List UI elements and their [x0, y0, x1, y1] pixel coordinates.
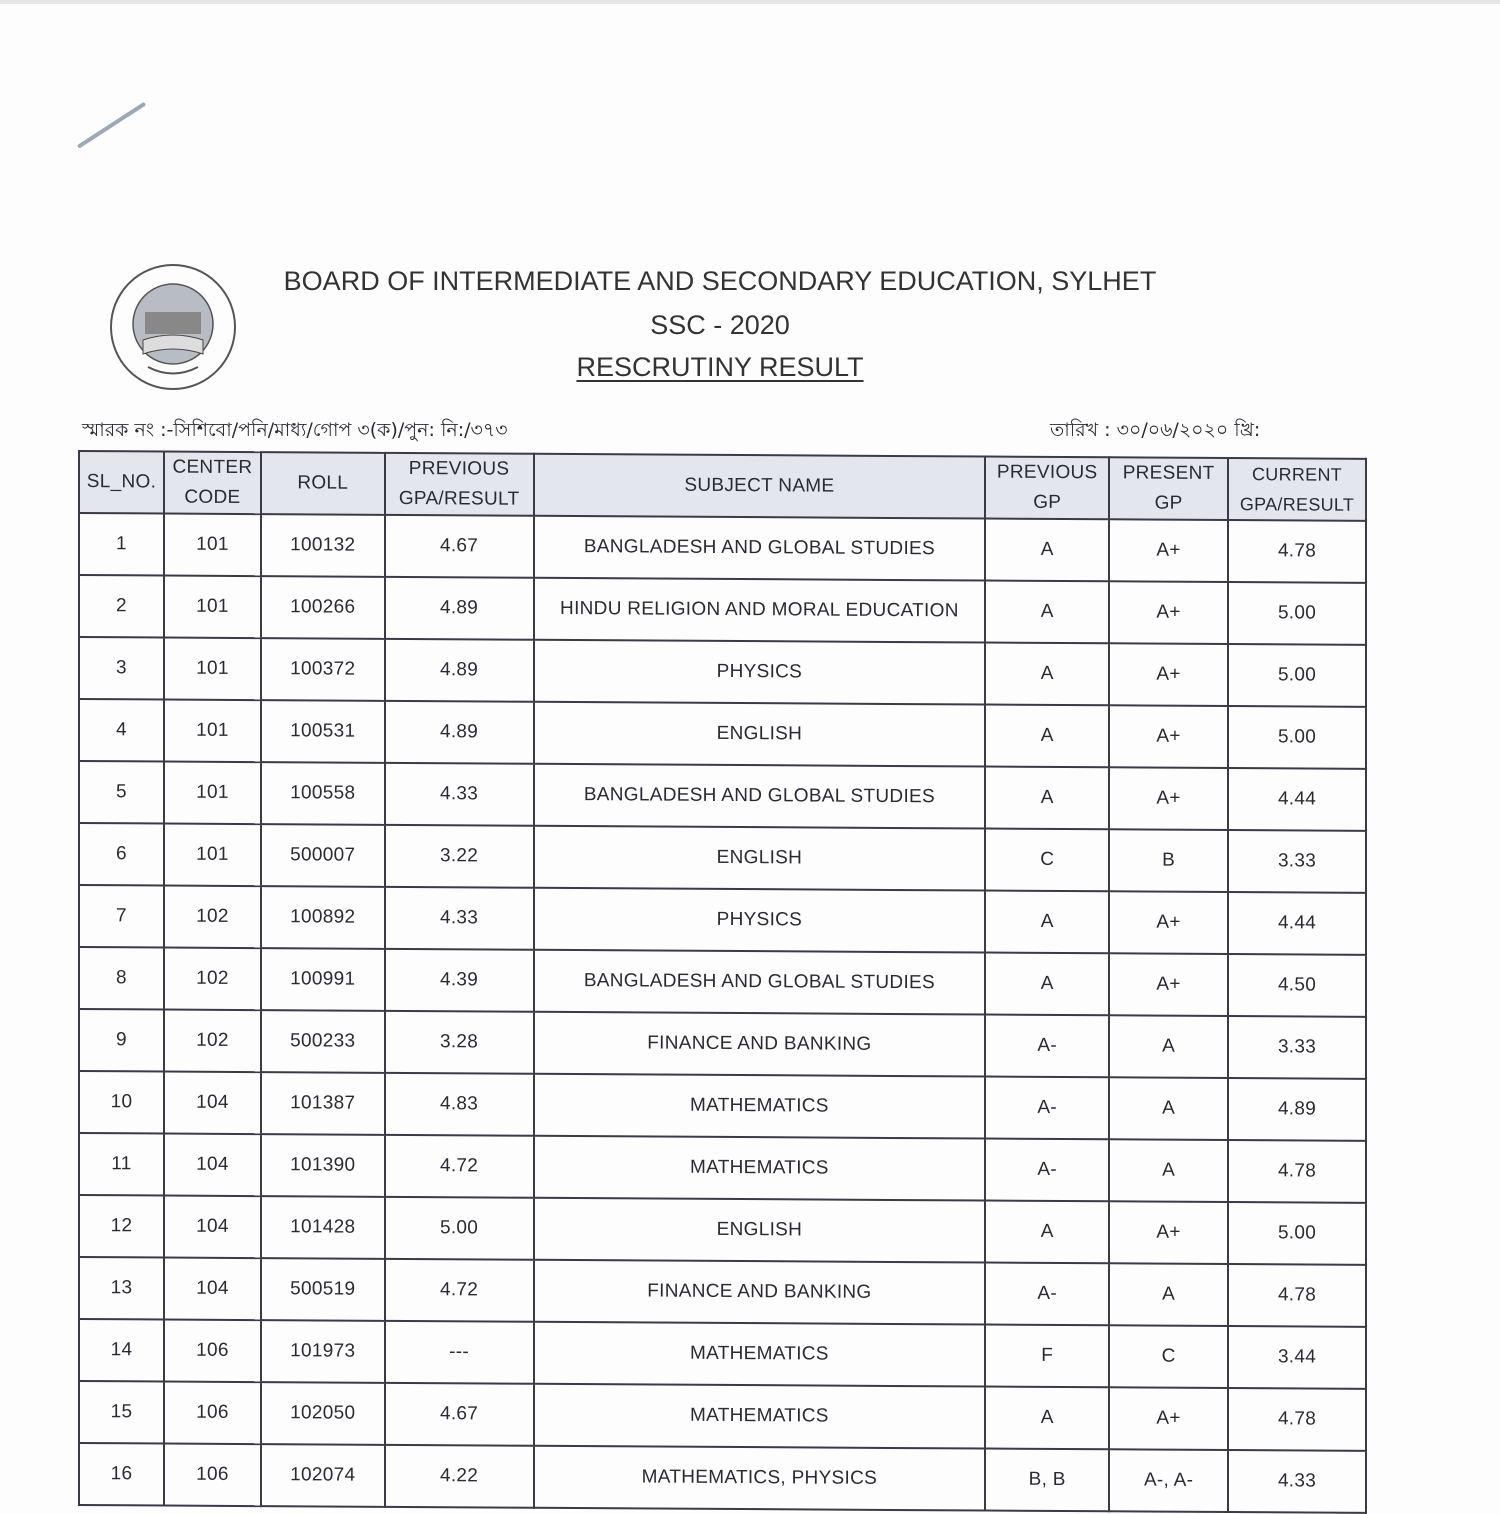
- table-row: [79, 1443, 1366, 1513]
- table-cell: 500233: [261, 1010, 385, 1073]
- table-cell: A: [985, 891, 1109, 954]
- table-cell: 104: [164, 1196, 261, 1259]
- column-header: [79, 451, 164, 514]
- table-cell: 1: [79, 513, 164, 576]
- column-header-line: GPA/RESULT: [398, 487, 520, 510]
- table-row: [79, 1381, 1366, 1451]
- table-cell: ENGLISH: [534, 702, 986, 767]
- column-header-line: GPA/RESULT: [1239, 494, 1355, 515]
- table-cell: 4.67: [385, 515, 534, 578]
- document-title: RESCRUTINY RESULT: [576, 352, 864, 382]
- table-cell: 102: [164, 886, 261, 949]
- table-cell: HINDU RELIGION AND MORAL EDUCATION: [534, 578, 986, 643]
- table-cell: 4.22: [385, 1445, 534, 1508]
- table-cell: 101: [164, 514, 261, 577]
- table-cell: BANGLADESH AND GLOBAL STUDIES: [534, 764, 986, 829]
- table-cell: 101973: [261, 1320, 385, 1383]
- table-cell: A+: [1109, 767, 1228, 830]
- table-cell: 4.89: [1228, 1078, 1366, 1141]
- table-cell: ENGLISH: [534, 826, 986, 891]
- table-cell: 100132: [261, 514, 385, 577]
- table-cell: C: [985, 829, 1109, 892]
- table-row: [79, 885, 1366, 955]
- table-cell: 9: [79, 1009, 164, 1072]
- table-cell: 4.89: [385, 639, 534, 702]
- table-cell: 101: [164, 576, 261, 639]
- column-header-line: SL_NO.: [86, 471, 157, 493]
- table-cell: 101387: [261, 1072, 385, 1135]
- column-header-line: PREVIOUS: [996, 461, 1098, 484]
- table-cell: 100266: [261, 576, 385, 639]
- table-row: [79, 1071, 1366, 1141]
- table-cell: 104: [164, 1134, 261, 1197]
- table-cell: A: [985, 705, 1109, 768]
- table-cell: A-: [985, 1263, 1109, 1326]
- table-cell: 5.00: [1228, 1202, 1366, 1265]
- board-name: BOARD OF INTERMEDIATE AND SECONDARY EDUCATION, SYLHET: [283, 266, 1157, 296]
- table-row: [79, 1257, 1366, 1327]
- column-header: [164, 452, 261, 515]
- table-cell: 13: [79, 1257, 164, 1320]
- table-cell: 4.50: [1228, 954, 1366, 1017]
- table-cell: A: [1109, 1139, 1228, 1202]
- table-cell: 101390: [261, 1134, 385, 1197]
- column-header-line: PREVIOUS: [408, 458, 510, 480]
- table-cell: 4.78: [1228, 1264, 1366, 1327]
- table-cell: 16: [79, 1443, 164, 1506]
- table-cell: 4.39: [385, 949, 534, 1012]
- table-cell: A+: [1109, 705, 1228, 768]
- table-cell: 4.78: [1228, 520, 1366, 583]
- table-cell: 101: [164, 824, 261, 887]
- column-header: [985, 457, 1109, 520]
- table-cell: 5.00: [1228, 706, 1366, 769]
- table-cell: 4.72: [385, 1259, 534, 1322]
- table-cell: MATHEMATICS, PHYSICS: [534, 1446, 986, 1511]
- table-cell: 3.33: [1228, 1016, 1366, 1079]
- table-cell: A+: [1109, 1387, 1228, 1450]
- column-header: [1228, 458, 1366, 521]
- table-cell: PHYSICS: [534, 640, 986, 705]
- table-cell: A+: [1109, 953, 1228, 1016]
- table-cell: A: [1109, 1015, 1228, 1078]
- column-header-line: CENTER: [172, 456, 253, 479]
- document-date: তারিখ : ৩০/০৬/২০২০ খ্রি:: [1050, 419, 1261, 441]
- table-cell: A-: [985, 1139, 1109, 1202]
- table-cell: A: [985, 643, 1109, 706]
- column-header-line: CODE: [184, 486, 241, 508]
- table-cell: 4.72: [385, 1135, 534, 1198]
- table-cell: 4.78: [1228, 1140, 1366, 1203]
- table-row: [79, 1195, 1366, 1265]
- table-cell: A+: [1109, 643, 1228, 706]
- table-cell: A: [1109, 1263, 1228, 1326]
- table-cell: 4.44: [1228, 892, 1366, 955]
- table-cell: 4.89: [385, 577, 534, 640]
- pen-mark: [77, 102, 146, 149]
- table-cell: 4.83: [385, 1073, 534, 1136]
- table-cell: B: [1109, 829, 1228, 892]
- table-cell: 100558: [261, 762, 385, 825]
- table-cell: A+: [1109, 1201, 1228, 1264]
- table-cell: MATHEMATICS: [534, 1074, 986, 1139]
- scan-edge: [0, 0, 1500, 4]
- column-header: [534, 454, 986, 519]
- table-cell: A-: [985, 1077, 1109, 1140]
- column-header-line: ROLL: [297, 472, 349, 494]
- table-cell: 102: [164, 1010, 261, 1073]
- table-cell: BANGLADESH AND GLOBAL STUDIES: [534, 516, 986, 581]
- table-cell: FINANCE AND BANKING: [534, 1260, 986, 1325]
- table-row: [79, 823, 1366, 893]
- table-cell: FINANCE AND BANKING: [534, 1012, 986, 1077]
- exam-name: SSC - 2020: [650, 310, 790, 340]
- table-cell: A: [985, 767, 1109, 830]
- table-cell: MATHEMATICS: [534, 1136, 986, 1201]
- table-cell: 5.00: [385, 1197, 534, 1260]
- table-cell: MATHEMATICS: [534, 1384, 986, 1449]
- table-cell: 4.44: [1228, 768, 1366, 831]
- table-cell: 4.33: [385, 887, 534, 950]
- table-cell: 4: [79, 699, 164, 762]
- column-header-line: CURRENT: [1251, 464, 1343, 485]
- table-cell: F: [985, 1325, 1109, 1388]
- table-cell: ---: [385, 1321, 534, 1384]
- column-header-line: PRESENT: [1122, 462, 1215, 484]
- table-cell: A+: [1109, 891, 1228, 954]
- table-cell: 4.89: [385, 701, 534, 764]
- table-row: [79, 513, 1366, 583]
- table-row: [79, 637, 1366, 707]
- table-cell: 500519: [261, 1258, 385, 1321]
- table-cell: 101: [164, 762, 261, 825]
- table-cell: 14: [79, 1319, 164, 1382]
- column-header: [385, 453, 534, 516]
- table-row: [79, 947, 1366, 1017]
- table-cell: 104: [164, 1072, 261, 1135]
- table-row: [79, 1133, 1366, 1203]
- table-cell: 2: [79, 575, 164, 638]
- table-cell: 5.00: [1228, 644, 1366, 707]
- table-cell: A-, A-: [1109, 1449, 1228, 1512]
- table-row: [79, 761, 1366, 831]
- table-cell: 4.78: [1228, 1388, 1366, 1451]
- table-cell: B, B: [985, 1449, 1109, 1512]
- table-row: [79, 699, 1366, 769]
- table-cell: 101: [164, 638, 261, 701]
- table-header-row: [79, 451, 1366, 521]
- table-cell: MATHEMATICS: [534, 1322, 986, 1387]
- table-row: [79, 1009, 1366, 1079]
- table-cell: A: [985, 953, 1109, 1016]
- table-cell: A+: [1109, 519, 1228, 582]
- table-cell: BANGLADESH AND GLOBAL STUDIES: [534, 950, 986, 1015]
- table-cell: 500007: [261, 824, 385, 887]
- table-cell: 3.22: [385, 825, 534, 888]
- table-cell: A: [1109, 1077, 1228, 1140]
- table-cell: 106: [164, 1320, 261, 1383]
- table-row: [79, 575, 1366, 645]
- table-cell: 101: [164, 700, 261, 763]
- table-cell: 3.28: [385, 1011, 534, 1074]
- table-cell: A: [985, 581, 1109, 644]
- table-cell: 102074: [261, 1444, 385, 1507]
- table-cell: 104: [164, 1258, 261, 1321]
- table-cell: 100991: [261, 948, 385, 1011]
- table-cell: A+: [1109, 581, 1228, 644]
- table-cell: 102050: [261, 1382, 385, 1445]
- column-header: [1109, 457, 1228, 520]
- table-cell: PHYSICS: [534, 888, 986, 953]
- table-cell: A: [985, 519, 1109, 582]
- table-cell: A-: [985, 1015, 1109, 1078]
- table-cell: 100531: [261, 700, 385, 763]
- table-row: [79, 1319, 1366, 1389]
- table-cell: 100372: [261, 638, 385, 701]
- table-cell: 3.44: [1228, 1326, 1366, 1389]
- table-cell: 106: [164, 1382, 261, 1445]
- column-header-line: GP: [1033, 491, 1062, 514]
- table-cell: 4.33: [385, 763, 534, 826]
- table-cell: 7: [79, 885, 164, 948]
- table-cell: 102: [164, 948, 261, 1011]
- table-cell: 12: [79, 1195, 164, 1258]
- table-cell: 5: [79, 761, 164, 824]
- table-cell: 8: [79, 947, 164, 1010]
- table-cell: 5.00: [1228, 582, 1366, 645]
- table-cell: A: [985, 1201, 1109, 1264]
- table-cell: 100892: [261, 886, 385, 949]
- table-cell: 10: [79, 1071, 164, 1134]
- table-cell: 4.67: [385, 1383, 534, 1446]
- table-cell: 3: [79, 637, 164, 700]
- table-cell: 15: [79, 1381, 164, 1444]
- table-cell: ENGLISH: [534, 1198, 986, 1263]
- table-cell: A: [985, 1387, 1109, 1450]
- column-header-line: SUBJECT NAME: [684, 474, 835, 497]
- column-header-line: GP: [1154, 492, 1183, 514]
- table-cell: 6: [79, 823, 164, 886]
- table-cell: 106: [164, 1444, 261, 1507]
- table-cell: C: [1109, 1325, 1228, 1388]
- table-cell: 4.33: [1228, 1450, 1366, 1513]
- table-cell: 3.33: [1228, 830, 1366, 893]
- table-cell: 11: [79, 1133, 164, 1196]
- table-cell: 101428: [261, 1196, 385, 1259]
- memo-number: স্মারক নং :-সিশিবো/পনি/মাধ্য/গোপ ৩(ক)/পুন: নি:/৩৭৩: [82, 419, 508, 441]
- column-header: [261, 452, 385, 515]
- results-table: [78, 450, 1367, 1514]
